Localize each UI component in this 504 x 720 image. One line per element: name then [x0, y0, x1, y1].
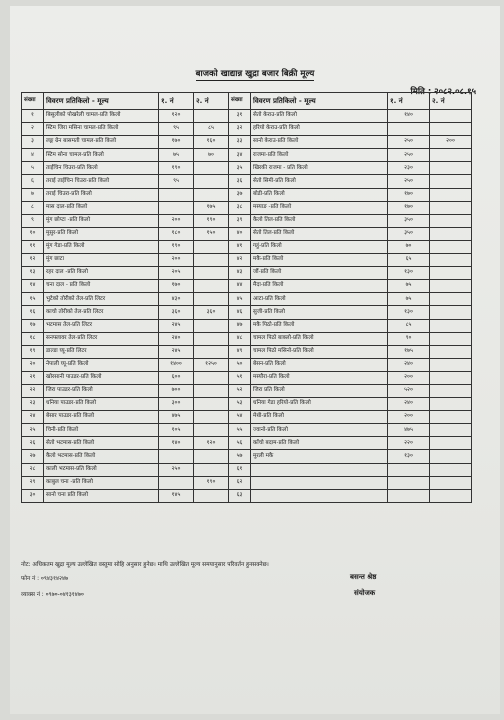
left-item-cell: मुसुर-प्रति किलो: [44, 227, 159, 240]
table-row: [22, 319, 472, 332]
left-no2-cell: [194, 384, 229, 397]
right-item-cell: खिरकी राजमा - प्रति किलो: [251, 162, 388, 175]
right-item-cell: जिरा प्रति किलो: [251, 384, 388, 397]
right-no2-cell: [430, 424, 472, 437]
right-no2-cell: [430, 319, 472, 332]
title-text: बाजको खाद्यान्न खुद्रा बजार बिक्री मूल्य: [195, 69, 315, 79]
left-item-cell: सानो चना प्रति किलो: [44, 489, 159, 502]
right-no1-cell: १३०: [388, 306, 430, 319]
right-sn-cell: ५२: [229, 384, 251, 397]
table-row: [22, 489, 472, 502]
right-no1-cell: २४०: [388, 358, 430, 371]
left-sn-cell: २४: [22, 411, 44, 424]
left-no1-cell: १२०: [159, 110, 194, 123]
left-sn-cell: ९: [22, 214, 44, 227]
right-sn-cell: ४५: [229, 293, 251, 306]
header-item-right: विवरण प्रतिकिलो - मूल्य: [251, 93, 388, 110]
left-item-cell: ताईचिन चिउरा-प्रति किलो: [44, 162, 159, 175]
left-no2-cell: १७५: [194, 201, 229, 214]
left-no2-cell: [194, 411, 229, 424]
table-row: [22, 398, 472, 411]
left-no2-cell: [194, 319, 229, 332]
right-no1-cell: ९०: [388, 332, 430, 345]
left-no2-cell: [194, 450, 229, 463]
right-sn-cell: ४०: [229, 227, 251, 240]
right-no1-cell: ७५: [388, 293, 430, 306]
left-no1-cell: ९५: [159, 175, 194, 188]
right-sn-cell: ५७: [229, 450, 251, 463]
table-row: [22, 162, 472, 175]
right-item-cell: सेतो तिल-प्रति किलो: [251, 227, 388, 240]
left-sn-cell: २५: [22, 424, 44, 437]
right-sn-cell: ५३: [229, 398, 251, 411]
right-sn-cell: ५५: [229, 424, 251, 437]
header-no1-left: १. नं: [159, 93, 194, 110]
price-table: [21, 92, 472, 503]
left-no1-cell: १९०: [159, 240, 194, 253]
header-sn-left: संख्या: [22, 93, 44, 110]
right-item-cell: मस्यौरा-प्रति किलो: [251, 371, 388, 384]
right-no1-cell: १७०: [388, 188, 430, 201]
left-item-cell: मास दाल-प्रति किलो: [44, 201, 159, 214]
right-no1-cell: २४०: [388, 398, 430, 411]
right-no1-cell: २३०: [388, 162, 430, 175]
left-sn-cell: १२: [22, 254, 44, 267]
left-no1-cell: ४३०: [159, 293, 194, 306]
right-item-cell: मुरली मकै: [251, 450, 388, 463]
left-sn-cell: ५: [22, 162, 44, 175]
table-row: [22, 188, 472, 201]
left-no2-cell: [194, 280, 229, 293]
right-no1-cell: ३५०: [388, 214, 430, 227]
left-sn-cell: १०: [22, 227, 44, 240]
left-no1-cell: १७०: [159, 280, 194, 293]
right-no1-cell: २००: [388, 411, 430, 424]
table-row: [22, 371, 472, 384]
left-no2-cell: [194, 188, 229, 201]
right-sn-cell: ४९: [229, 345, 251, 358]
left-no2-cell: [194, 463, 229, 476]
right-item-cell: [251, 463, 388, 476]
left-no2-cell: १९०: [194, 214, 229, 227]
left-no1-cell: ७५: [159, 149, 194, 162]
left-sn-cell: २६: [22, 437, 44, 450]
left-no2-cell: [194, 489, 229, 502]
left-sn-cell: २३: [22, 398, 44, 411]
right-no2-cell: [430, 371, 472, 384]
right-no1-cell: ६५: [388, 254, 430, 267]
table-row: [22, 293, 472, 306]
signatory-name: बसन्त श्रेष्ठ: [350, 573, 377, 581]
right-no1-cell: २५०: [388, 149, 430, 162]
table-row: [22, 136, 472, 149]
right-no1-cell: १७५: [388, 345, 430, 358]
right-no2-cell: [430, 188, 472, 201]
table-row: [22, 149, 472, 162]
left-no2-cell: [194, 162, 229, 175]
right-item-cell: बोडी-प्रति किलो: [251, 188, 388, 201]
left-item-cell: तराई ताईचिन चिउरा-प्रति किलो: [44, 175, 159, 188]
right-sn-cell: ४३: [229, 267, 251, 280]
phone-number: फोन नं : ०९४३१४२४७: [21, 576, 69, 582]
left-sn-cell: २१: [22, 371, 44, 384]
right-sn-cell: ४२: [229, 254, 251, 267]
right-no2-cell: [430, 201, 472, 214]
right-no1-cell: २००: [388, 371, 430, 384]
right-no2-cell: [430, 162, 472, 175]
right-item-cell: मकै पिठो-प्रति किलो: [251, 319, 388, 332]
right-no2-cell: [430, 437, 472, 450]
left-no2-cell: [194, 267, 229, 280]
left-sn-cell: ६: [22, 175, 44, 188]
left-no1-cell: १७०: [159, 136, 194, 149]
table-row: [22, 450, 472, 463]
header-no2-right: २. नं: [430, 93, 472, 110]
right-sn-cell: ५०: [229, 358, 251, 371]
right-sn-cell: ६३: [229, 489, 251, 502]
left-item-cell: सनफ्लावर तेल-प्रति लिटर: [44, 332, 159, 345]
left-sn-cell: ३: [22, 136, 44, 149]
left-item-cell: बेसार पाउडर-प्रति किलो: [44, 411, 159, 424]
footer-note: नोट: अधिकतम खुद्रा मूल्य उल्लेखित वस्तुमा सोहि अनुसार हुनेछ। माथि उल्लेखित मूल्य समयानुसार परिवर्तन हुनसक्नेछ।: [21, 562, 269, 568]
right-item-cell: सुजी-प्रति किलो: [251, 306, 388, 319]
right-item-cell: [251, 489, 388, 502]
right-sn-cell: ५४: [229, 411, 251, 424]
left-sn-cell: २०: [22, 358, 44, 371]
left-no1-cell: १०५: [159, 424, 194, 437]
right-sn-cell: ३४: [229, 149, 251, 162]
left-sn-cell: २९: [22, 476, 44, 489]
left-item-cell: रहर दाल -प्रति किलो: [44, 267, 159, 280]
left-no1-cell: ३६०: [159, 306, 194, 319]
left-no2-cell: [194, 398, 229, 411]
left-no1-cell: १८०: [159, 227, 194, 240]
left-no2-cell: [194, 293, 229, 306]
right-no1-cell: १४०: [388, 110, 430, 123]
left-sn-cell: ४: [22, 149, 44, 162]
left-no1-cell: [159, 450, 194, 463]
left-no1-cell: [159, 188, 194, 201]
right-no2-cell: [430, 175, 472, 188]
left-sn-cell: १३: [22, 267, 44, 280]
left-sn-cell: १९: [22, 345, 44, 358]
right-no2-cell: [430, 489, 472, 502]
right-no1-cell: ४७५: [388, 424, 430, 437]
left-item-cell: भुटेको तोरीको तेल-प्रति लिटर: [44, 293, 159, 306]
right-item-cell: [251, 476, 388, 489]
header-item-left: विवरण प्रतिकिलो - मूल्य: [44, 93, 159, 110]
right-no1-cell: २२०: [388, 437, 430, 450]
left-sn-cell: ८: [22, 201, 44, 214]
right-no1-cell: १३०: [388, 450, 430, 463]
left-item-cell: काचो तोरीको तेल-प्रति लिटर: [44, 306, 159, 319]
right-item-cell: राजमा-प्रति किलो: [251, 149, 388, 162]
right-sn-cell: ६२: [229, 476, 251, 489]
table-header-row: [22, 93, 472, 110]
right-item-cell: सेतो सिमी-प्रति किलो: [251, 175, 388, 188]
right-no1-cell: ५२०: [388, 384, 430, 397]
right-no1-cell: ७०: [388, 240, 430, 253]
right-no2-cell: [430, 345, 472, 358]
left-item-cell: काली भटमास-प्रति किलो: [44, 463, 159, 476]
left-no2-cell: [194, 240, 229, 253]
right-no2-cell: [430, 214, 472, 227]
left-sn-cell: १७: [22, 319, 44, 332]
left-no2-cell: [194, 254, 229, 267]
right-sn-cell: ३५: [229, 162, 251, 175]
left-sn-cell: ३०: [22, 489, 44, 502]
table-row: [22, 254, 472, 267]
right-item-cell: जौं-प्रति किलो: [251, 267, 388, 280]
left-sn-cell: १६: [22, 306, 44, 319]
left-sn-cell: ११: [22, 240, 44, 253]
left-no2-cell: ३६०: [194, 306, 229, 319]
right-item-cell: धनिया गेडा हरियो-प्रति किलो: [251, 398, 388, 411]
left-no2-cell: [194, 175, 229, 188]
left-no2-cell: [194, 110, 229, 123]
left-no1-cell: १९०: [159, 162, 194, 175]
left-item-cell: सेतो भटमास-प्रति किलो: [44, 437, 159, 450]
table-row: [22, 280, 472, 293]
left-item-cell: स्टिम जिरा मसिना चामल-प्रति किलो: [44, 123, 159, 136]
table-row: [22, 123, 472, 136]
left-no2-cell: ८५: [194, 123, 229, 136]
right-no2-cell: [430, 358, 472, 371]
header-no2-left: २. नं: [194, 93, 229, 110]
left-no1-cell: १४००: [159, 358, 194, 371]
right-item-cell: हरियो केराउ-प्रति किलो: [251, 123, 388, 136]
table-row: [22, 384, 472, 397]
right-sn-cell: ३१: [229, 110, 251, 123]
table-row: [22, 214, 472, 227]
right-sn-cell: ५६: [229, 437, 251, 450]
right-no2-cell: [430, 280, 472, 293]
table-row: [22, 175, 472, 188]
right-sn-cell: ४६: [229, 306, 251, 319]
right-item-cell: मेथी-प्रति किलो: [251, 411, 388, 424]
table-row: [22, 476, 472, 489]
left-no2-cell: ७०: [194, 149, 229, 162]
right-sn-cell: ३६: [229, 175, 251, 188]
left-no1-cell: २४०: [159, 332, 194, 345]
right-no1-cell: [388, 476, 430, 489]
left-no1-cell: [159, 201, 194, 214]
right-sn-cell: ६१: [229, 463, 251, 476]
right-no1-cell: १३०: [388, 267, 430, 280]
right-item-cell: मस्याङ -प्रति किलो: [251, 201, 388, 214]
left-no1-cell: ३००: [159, 398, 194, 411]
right-no2-cell: [430, 476, 472, 489]
right-item-cell: ज्वानो-प्रति किलो: [251, 424, 388, 437]
right-no1-cell: [388, 463, 430, 476]
document-date: मिति : २०८२.०८.१५: [410, 87, 476, 97]
left-item-cell: नेपाली घ्यू-प्रति किलो: [44, 358, 159, 371]
right-no2-cell: [430, 123, 472, 136]
left-no1-cell: २००: [159, 214, 194, 227]
left-item-cell: मुंग छोप्टा -प्रति किलो: [44, 214, 159, 227]
left-sn-cell: २: [22, 123, 44, 136]
right-sn-cell: ४७: [229, 319, 251, 332]
left-no2-cell: [194, 345, 229, 358]
left-item-cell: धनिया पाउडर-प्रति किलो: [44, 398, 159, 411]
header-no1-right: १. नं: [388, 93, 430, 110]
left-sn-cell: १: [22, 110, 44, 123]
right-item-cell: आटा-प्रति किलो: [251, 293, 388, 306]
right-item-cell: मकै-प्रति किलो: [251, 254, 388, 267]
right-no1-cell: [388, 123, 430, 136]
left-no1-cell: ९५: [159, 123, 194, 136]
left-no2-cell: [194, 424, 229, 437]
left-item-cell: चिनी-प्रति किलो: [44, 424, 159, 437]
left-no1-cell: [159, 476, 194, 489]
left-no1-cell: १४०: [159, 437, 194, 450]
left-no1-cell: १४५: [159, 489, 194, 502]
right-item-cell: सेतो केराउ-प्रति किलो: [251, 110, 388, 123]
left-sn-cell: १८: [22, 332, 44, 345]
left-sn-cell: १४: [22, 280, 44, 293]
left-no1-cell: ७००: [159, 384, 194, 397]
right-sn-cell: ४४: [229, 280, 251, 293]
left-no1-cell: २००: [159, 254, 194, 267]
right-item-cell: कैलो तिल-प्रति किलो: [251, 214, 388, 227]
right-no2-cell: [430, 254, 472, 267]
left-no2-cell: १५०: [194, 227, 229, 240]
right-no2-cell: [430, 332, 472, 345]
right-item-cell: मैदा-प्रति किलो: [251, 280, 388, 293]
right-item-cell: चामल पिठो बाक्लो-प्रति किलो: [251, 332, 388, 345]
table-row: [22, 411, 472, 424]
right-no1-cell: २५०: [388, 175, 430, 188]
right-no2-cell: [430, 267, 472, 280]
left-item-cell: खोरसानी पाउडर-प्रति किलो: [44, 371, 159, 384]
left-no1-cell: २०५: [159, 267, 194, 280]
left-item-cell: काबुल चना -प्रति किलो: [44, 476, 159, 489]
table-row: [22, 332, 472, 345]
right-sn-cell: ३८: [229, 201, 251, 214]
table-row: [22, 345, 472, 358]
left-item-cell: जिरा पाउडर-प्रति किलो: [44, 384, 159, 397]
left-no1-cell: २४५: [159, 319, 194, 332]
right-no2-cell: [430, 411, 472, 424]
left-no1-cell: २४५: [159, 345, 194, 358]
right-sn-cell: ४८: [229, 332, 251, 345]
left-sn-cell: २८: [22, 463, 44, 476]
header-sn-right: संख्या: [229, 93, 251, 110]
table-row: [22, 424, 472, 437]
right-no2-cell: [430, 398, 472, 411]
left-item-cell: चना दाल - प्रति किलो: [44, 280, 159, 293]
table-row: [22, 306, 472, 319]
table-row: [22, 267, 472, 280]
left-item-cell: डाल्डा घ्यू-प्रति लिटर: [44, 345, 159, 358]
right-item-cell: गहुं-प्रति किलो: [251, 240, 388, 253]
right-no1-cell: [388, 489, 430, 502]
right-no2-cell: २००: [430, 136, 472, 149]
right-no1-cell: १७०: [388, 201, 430, 214]
left-sn-cell: ७: [22, 188, 44, 201]
right-no2-cell: [430, 306, 472, 319]
table-row: [22, 227, 472, 240]
right-no1-cell: ८५: [388, 319, 430, 332]
right-item-cell: बेसन-प्रति किलो: [251, 358, 388, 371]
fax-number: व्याक्स नं : ०९७०-०४१३१४७०: [21, 592, 84, 598]
right-sn-cell: ३२: [229, 123, 251, 136]
right-sn-cell: ३३: [229, 136, 251, 149]
left-item-cell: भटमास तेल-प्रति लिटर: [44, 319, 159, 332]
right-sn-cell: ५१: [229, 371, 251, 384]
right-no1-cell: ३५०: [388, 227, 430, 240]
right-sn-cell: ३९: [229, 214, 251, 227]
left-no2-cell: १२५०: [194, 358, 229, 371]
table-row: [22, 437, 472, 450]
right-no1-cell: २५०: [388, 136, 430, 149]
right-no2-cell: [430, 293, 472, 306]
left-item-cell: कैलो भटमास-प्रति किलो: [44, 450, 159, 463]
right-no2-cell: [430, 227, 472, 240]
left-no2-cell: [194, 332, 229, 345]
left-no1-cell: ४७५: [159, 411, 194, 424]
right-item-cell: सानो केराउ-प्रति किलो: [251, 136, 388, 149]
left-sn-cell: १५: [22, 293, 44, 306]
right-no2-cell: [430, 463, 472, 476]
right-no1-cell: ७५: [388, 280, 430, 293]
left-item-cell: बिसुलीको पोखरेली चामल-प्रति किलो: [44, 110, 159, 123]
left-item-cell: स्टिम सोना चामल-प्रति किलो: [44, 149, 159, 162]
table-row: [22, 358, 472, 371]
right-no2-cell: [430, 240, 472, 253]
left-no2-cell: [194, 371, 229, 384]
left-no2-cell: १६०: [194, 136, 229, 149]
signatory-role: संयोजक: [354, 589, 376, 597]
left-item-cell: लङ्ग ग्रेन बासमती चामल-प्रति किलो: [44, 136, 159, 149]
right-no2-cell: [430, 110, 472, 123]
table-row: [22, 110, 472, 123]
right-item-cell: काँचो बदाम-प्रति किलो: [251, 437, 388, 450]
left-no2-cell: १२०: [194, 437, 229, 450]
document-title: [10, 68, 500, 79]
left-item-cell: मुंग छाटा: [44, 254, 159, 267]
left-sn-cell: २७: [22, 450, 44, 463]
right-sn-cell: ३७: [229, 188, 251, 201]
right-no2-cell: [430, 149, 472, 162]
right-no2-cell: [430, 384, 472, 397]
right-sn-cell: ४१: [229, 240, 251, 253]
table-row: [22, 201, 472, 214]
left-item-cell: तराई चिउरा-प्रति किलो: [44, 188, 159, 201]
table-row: [22, 240, 472, 253]
left-sn-cell: २२: [22, 384, 44, 397]
right-item-cell: चामल पिठो मसिनो-प्रति किलो: [251, 345, 388, 358]
left-no1-cell: २५०: [159, 463, 194, 476]
right-no2-cell: [430, 450, 472, 463]
left-no1-cell: ६००: [159, 371, 194, 384]
left-item-cell: मुंग गेडा-प्रति किलो: [44, 240, 159, 253]
table-row: [22, 463, 472, 476]
left-no2-cell: १९०: [194, 476, 229, 489]
